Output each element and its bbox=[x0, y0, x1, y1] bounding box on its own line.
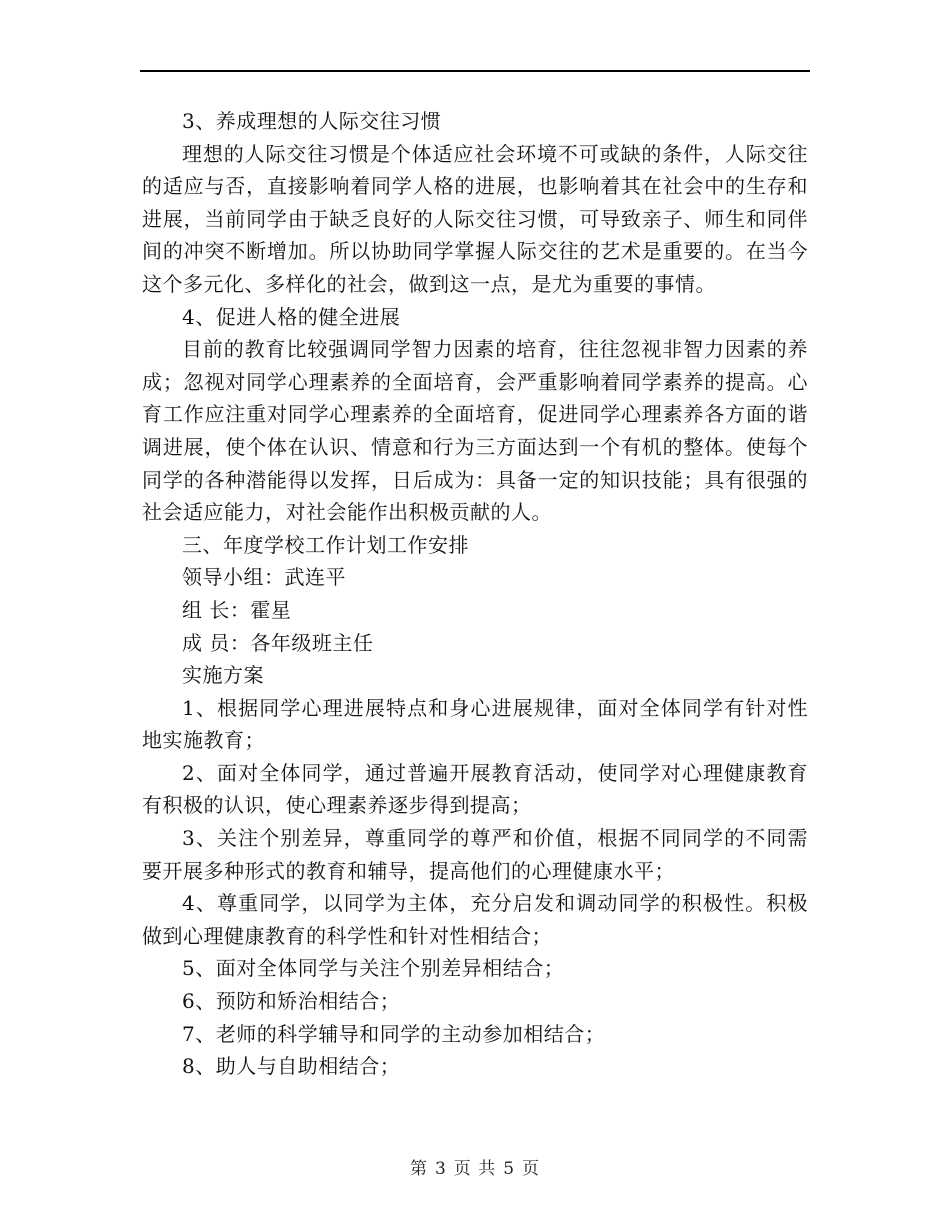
page-footer bbox=[0, 1154, 950, 1179]
footer-suffix: 页 bbox=[522, 1159, 541, 1179]
plan-item-8: 8、助人与自助相结合； bbox=[182, 1054, 401, 1079]
heading-work-arrangement: 三、年度学校工作计划工作安排 bbox=[182, 532, 469, 557]
plan-item-5: 5、面对全体同学与关注个别差异相结合； bbox=[182, 956, 565, 981]
paragraph-personality: 目前的教育比较强调同学智力因素的培育，往往忽视非智力因素的养成；忽视对同学心理素养的全面培育，会严重影响着同学素养的提高。心育工作应注重对同学心理素养的全面培育，促进同学心理素养各方面的谐调进展，使个体在认识、情意和行为三方面达到一个有机的整体。使每个同学的各种潜能得以发挥，日后成为：具备一定的知识技能；具有很强的社会适应能力，对社会能作出积极贡献的人。 bbox=[142, 337, 808, 525]
heading-implementation-plan: 实施方案 bbox=[182, 663, 264, 688]
plan-item-6: 6、预防和矫治相结合； bbox=[182, 989, 401, 1014]
plan-item-3: 3、关注个别差异，尊重同学的尊严和价值，根据不同同学的不同需要开展多种形式的教育和辅导，提高他们的心理健康水平； bbox=[142, 826, 808, 883]
document-body bbox=[142, 105, 808, 1083]
footer-prefix: 第 bbox=[409, 1159, 428, 1179]
current-page-number: 3 bbox=[434, 1159, 447, 1179]
paragraph-interpersonal: 理想的人际交往习惯是个体适应社会环境不可或缺的条件，人际交往的适应与否，直接影响着同学人格的进展，也影响着其在社会中的生存和进展，当前同学由于缺乏良好的人际交往习惯，可导致亲子、师生和同伴间的冲突不断增加。所以协助同学掌握人际交往的艺术是重要的。在当今这个多元化、多样化的社会，做到这一点，是尤为重要的事情。 bbox=[142, 141, 808, 296]
heading-personality-development: 4、促进人格的健全进展 bbox=[182, 304, 401, 329]
plan-item-1: 1、根据同学心理进展特点和身心进展规律，面对全体同学有针对性地实施教育； bbox=[142, 695, 808, 753]
plan-item-4: 4、尊重同学，以同学为主体，充分启发和调动同学的积极性。积极做到心理健康教育的科学性和针对性相结合； bbox=[142, 891, 808, 948]
heading-interpersonal-habits: 3、养成理想的人际交往习惯 bbox=[182, 109, 442, 133]
total-pages-number: 5 bbox=[503, 1159, 516, 1179]
header-rule bbox=[140, 70, 810, 72]
group-members: 成 员：各年级班主任 bbox=[182, 630, 374, 655]
plan-item-2: 2、面对全体同学，通过普遍开展教育活动，使同学对心理健康教育有积极的认识，使心理素养逐步得到提高； bbox=[142, 760, 808, 818]
footer-middle: 页 共 bbox=[453, 1159, 497, 1179]
group-leader: 组 长：霍星 bbox=[182, 597, 292, 622]
plan-item-7: 7、老师的科学辅导和同学的主动参加相结合； bbox=[182, 1021, 606, 1046]
leadership-group: 领导小组：武连平 bbox=[182, 565, 346, 590]
